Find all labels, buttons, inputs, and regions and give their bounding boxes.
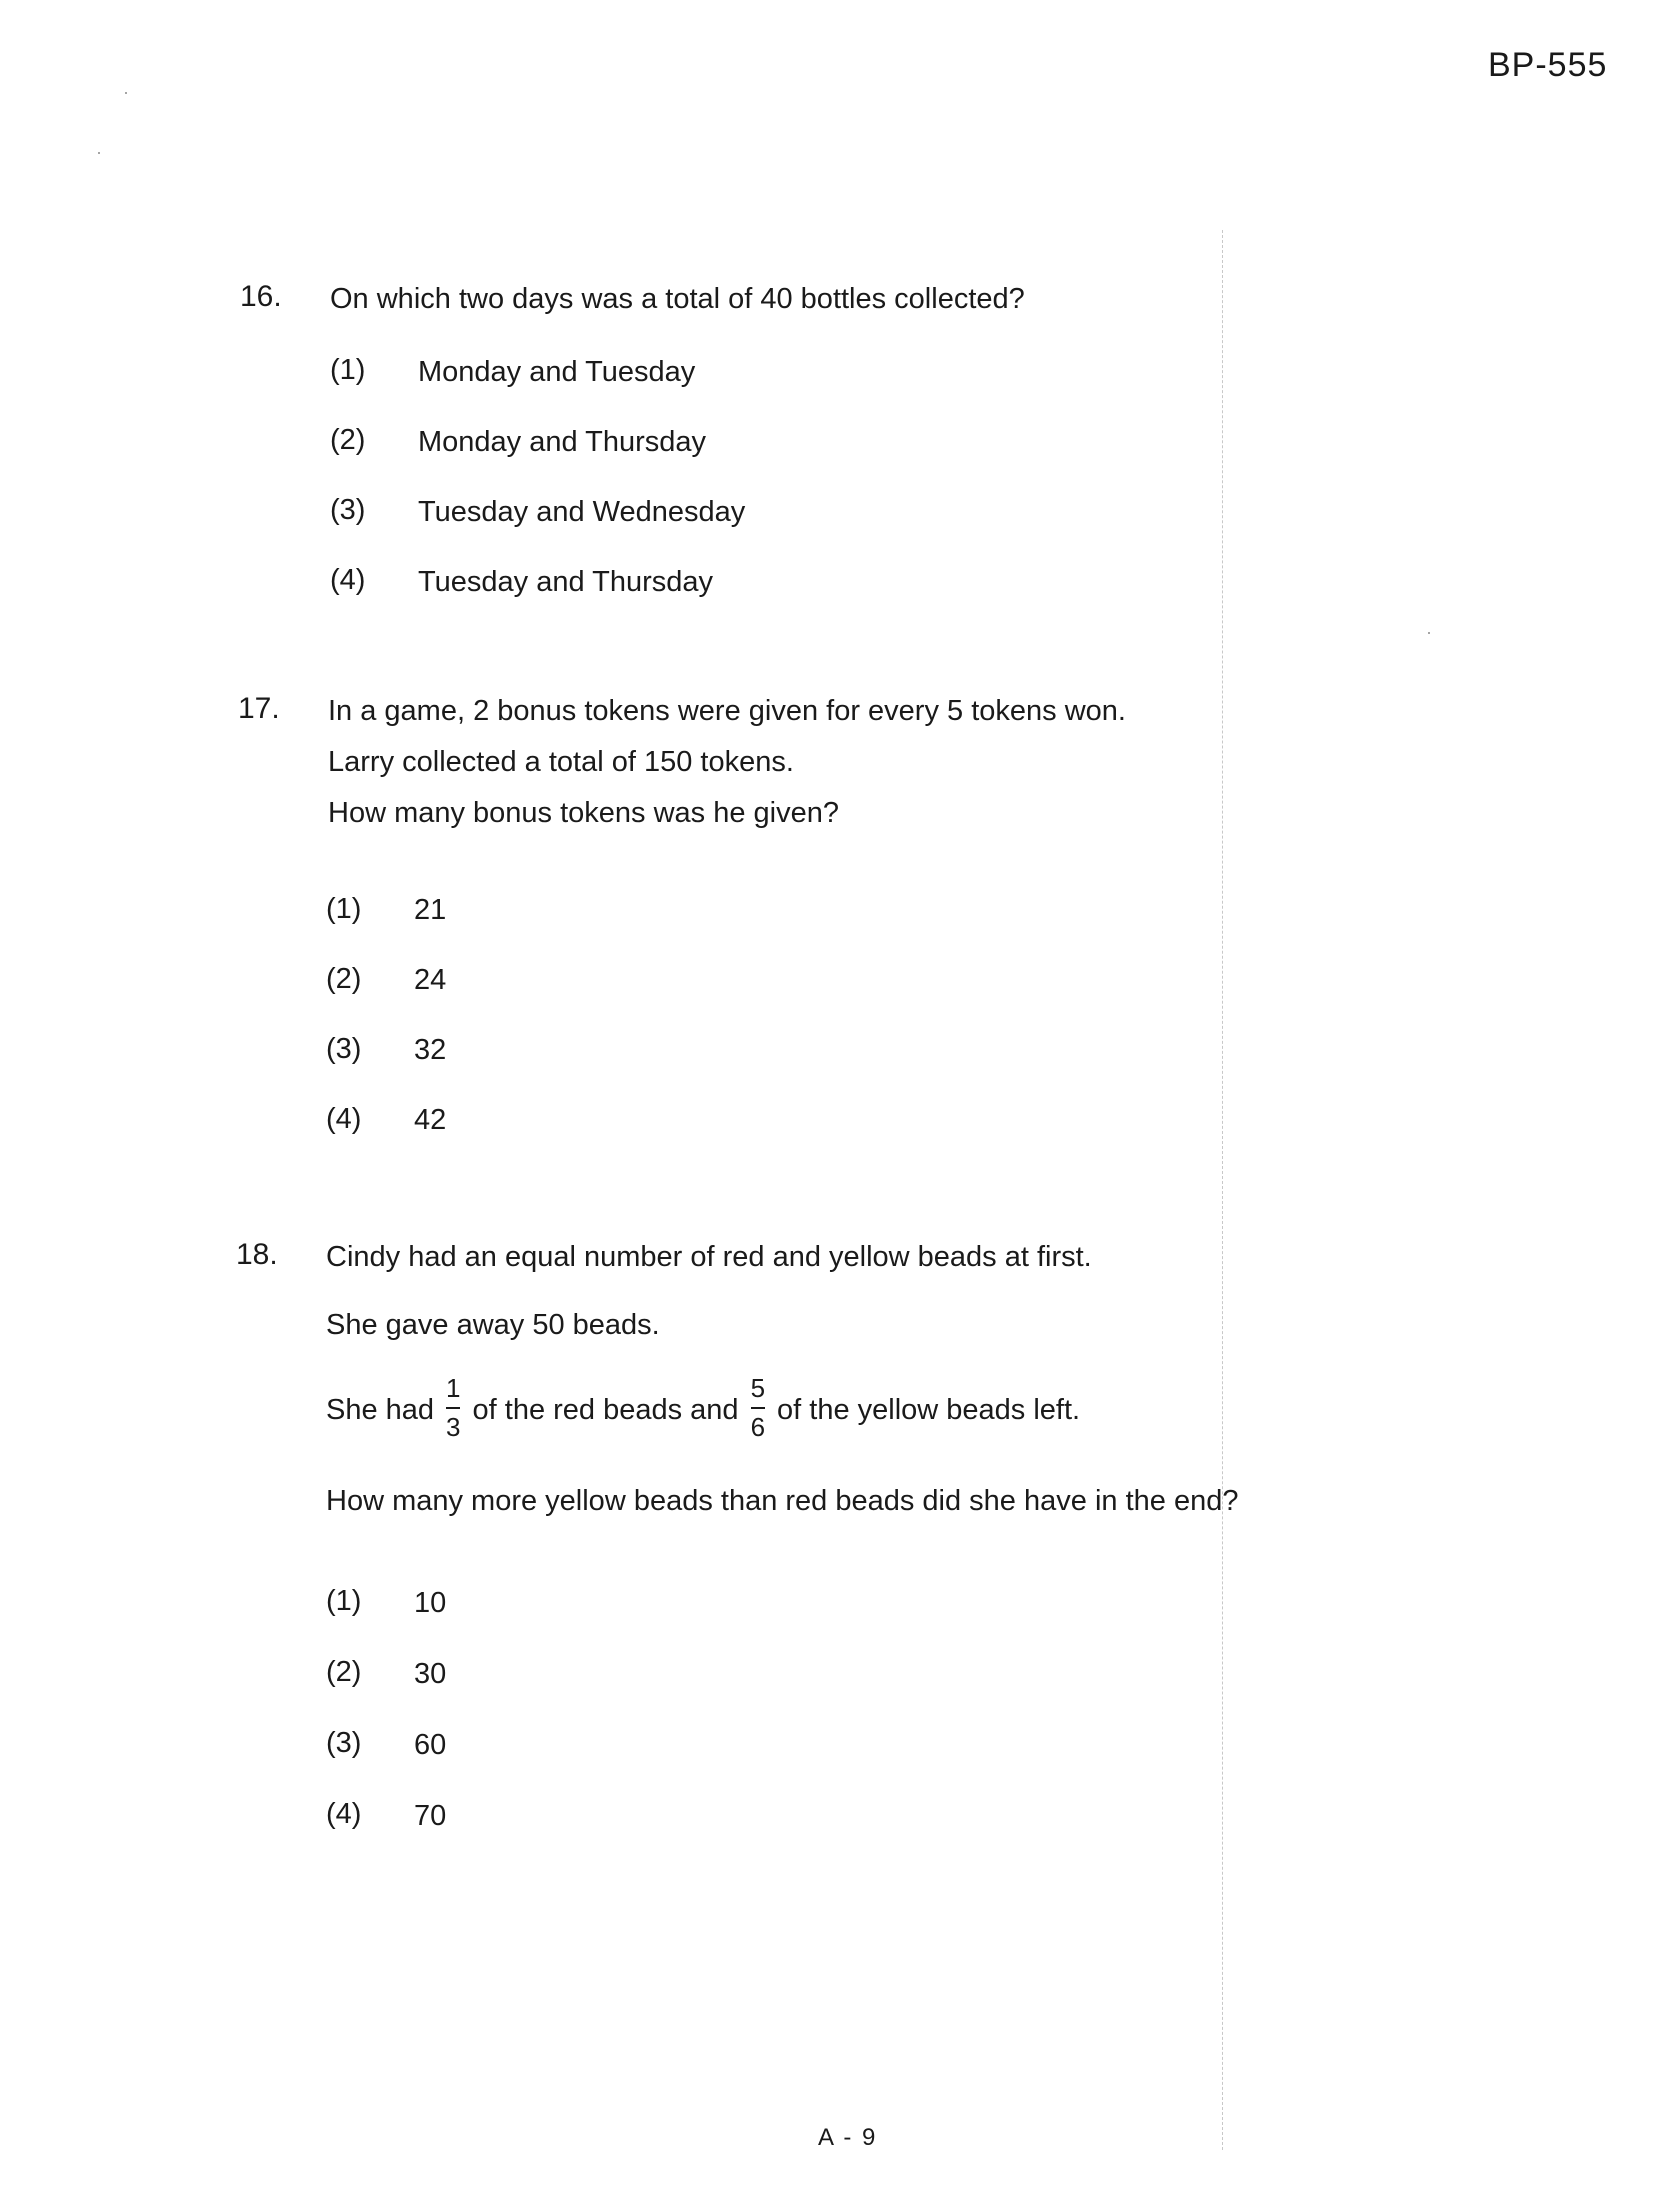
scan-speck xyxy=(125,92,127,94)
fraction-denominator: 3 xyxy=(446,1412,461,1442)
option-text: Monday and Tuesday xyxy=(418,356,696,388)
option-text: Monday and Thursday xyxy=(418,426,707,458)
page-number: A - 9 xyxy=(818,2124,878,2151)
paper-code: BP-555 xyxy=(1488,46,1608,84)
option-number: (3) xyxy=(326,1727,362,1759)
question-text: How many more yellow beads than red beads did she have in the end? xyxy=(326,1485,1239,1517)
option-number: (3) xyxy=(330,494,366,526)
option-text: 70 xyxy=(414,1800,447,1832)
option-text: 32 xyxy=(414,1034,447,1066)
question-text: How many bonus tokens was he given? xyxy=(328,797,840,829)
option-number: (2) xyxy=(330,424,366,456)
question-text: Larry collected a total of 150 tokens. xyxy=(328,746,794,778)
option-number: (1) xyxy=(330,354,366,386)
option-number: (1) xyxy=(326,1585,362,1617)
question-number: 18. xyxy=(236,1238,278,1271)
question-number: 17. xyxy=(238,692,280,725)
fraction-bar xyxy=(751,1407,765,1409)
option-number: (4) xyxy=(326,1798,362,1830)
option-text: Tuesday and Wednesday xyxy=(418,496,746,528)
sentence-part: of the red beads and xyxy=(472,1394,739,1427)
fraction-one-third xyxy=(444,1375,462,1440)
question-text: Cindy had an equal number of red and yellow beads at first. xyxy=(326,1241,1092,1273)
margin-line xyxy=(1222,230,1223,2150)
option-text: 30 xyxy=(414,1658,447,1690)
option-number: (1) xyxy=(326,893,362,925)
option-text: Tuesday and Thursday xyxy=(418,566,714,598)
question-text: On which two days was a total of 40 bottles collected? xyxy=(330,283,1025,315)
option-text: 10 xyxy=(414,1587,447,1619)
question-text: In a game, 2 bonus tokens were given for every 5 tokens won. xyxy=(328,695,1126,727)
fraction-numerator: 5 xyxy=(750,1373,766,1403)
fraction-five-sixths xyxy=(749,1375,767,1440)
question-number: 16. xyxy=(240,280,282,313)
scan-speck xyxy=(98,152,100,154)
fraction-sentence xyxy=(326,1373,1081,1444)
sentence-part: of the yellow beads left. xyxy=(777,1394,1081,1427)
option-number: (2) xyxy=(326,1656,362,1688)
option-text: 21 xyxy=(414,894,447,926)
option-number: (2) xyxy=(326,963,362,995)
fraction-denominator: 6 xyxy=(750,1412,766,1442)
sentence-part: She had xyxy=(326,1394,435,1427)
scan-speck xyxy=(1428,632,1430,634)
option-text: 24 xyxy=(414,964,447,996)
option-number: (4) xyxy=(326,1103,362,1135)
option-number: (4) xyxy=(330,564,366,596)
option-text: 60 xyxy=(414,1729,447,1761)
option-text: 42 xyxy=(414,1104,447,1136)
option-number: (3) xyxy=(326,1033,362,1065)
fraction-bar xyxy=(446,1407,460,1409)
fraction-numerator: 1 xyxy=(446,1373,461,1403)
question-text: She gave away 50 beads. xyxy=(326,1309,660,1341)
